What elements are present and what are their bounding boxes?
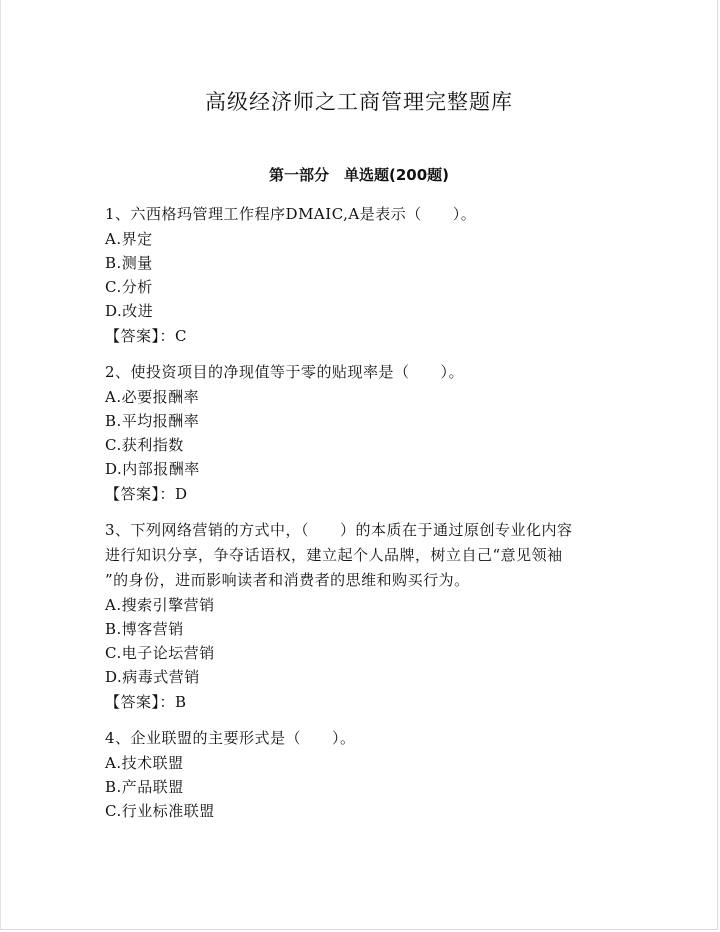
question-option: C.获利指数 bbox=[105, 436, 184, 454]
question-option: C.分析 bbox=[105, 278, 153, 296]
question-answer: 【答案】：B bbox=[105, 693, 187, 711]
question-option: A.必要报酬率 bbox=[105, 388, 200, 406]
question-option: D.改进 bbox=[105, 302, 154, 320]
document-title: 高级经济师之工商管理完整题库 bbox=[205, 90, 513, 114]
question-option: A.技术联盟 bbox=[105, 754, 184, 772]
question-stem-line: 3、下列网络营销的方式中，（ ）的本质在于通过原创专业化内容 bbox=[105, 521, 573, 539]
question-option: A.界定 bbox=[105, 230, 153, 248]
question-option: B.博客营销 bbox=[105, 620, 184, 638]
question-option: D.病毒式营销 bbox=[105, 668, 200, 686]
question-option: B.平均报酬率 bbox=[105, 412, 200, 430]
question-stem: 1、六西格玛管理工作程序DMAIC,A是表示（ ）。 bbox=[105, 205, 477, 223]
question-option: A.搜索引擎营销 bbox=[105, 596, 215, 614]
question-stem-line: ”的身份，进而影响读者和消费者的思维和购买行为。 bbox=[105, 571, 470, 589]
question-answer: 【答案】：C bbox=[105, 327, 187, 345]
question-stem: 4、企业联盟的主要形式是（ ）。 bbox=[105, 729, 356, 747]
question-option: B.测量 bbox=[105, 254, 153, 272]
question-option: B.产品联盟 bbox=[105, 778, 184, 796]
question-answer: 【答案】：D bbox=[105, 485, 188, 503]
question-option: C.行业标准联盟 bbox=[105, 802, 215, 820]
section-title: 第一部分 单选题(200题) bbox=[268, 166, 450, 184]
question-option: D.内部报酬率 bbox=[105, 460, 200, 478]
question-option: C.电子论坛营销 bbox=[105, 644, 215, 662]
question-stem: 2、使投资项目的净现值等于零的贴现率是（ ）。 bbox=[105, 363, 465, 381]
question-stem-line: 进行知识分享，争夺话语权，建立起个人品牌，树立自己“意见领袖 bbox=[105, 546, 563, 564]
